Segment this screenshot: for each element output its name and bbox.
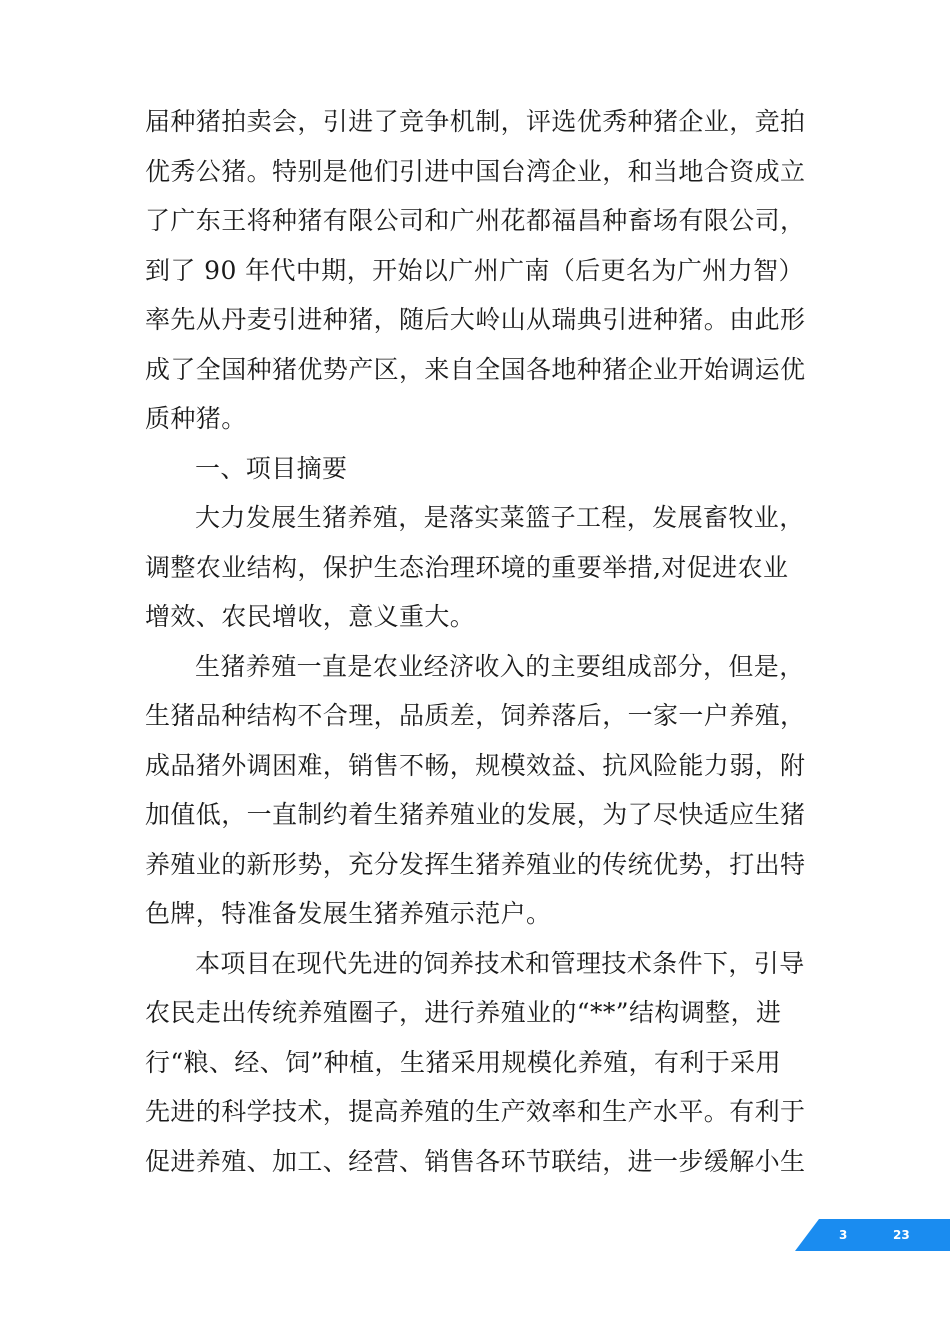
text-line: 加值低，一直制约着生猪养殖业的发展，为了尽快适应生猪 xyxy=(145,800,806,829)
text-line: 生猪品种结构不合理，品质差，饲养落后，一家一户养殖， xyxy=(145,701,806,730)
text-line: 成了全国种猪优势产区，来自全国各地种猪企业开始调运优 xyxy=(145,354,806,384)
current-page-number: 3 xyxy=(839,1228,848,1242)
page-bar-shape xyxy=(795,1219,950,1251)
text-line: 农民走出传统养殖圈子，进行养殖业的“**”结构调整，进 xyxy=(145,998,782,1027)
total-pages-number: 23 xyxy=(893,1228,910,1242)
text-line: 调整农业结构，保护生态治理环境的重要举措,对促进农业 xyxy=(145,552,789,582)
page-number-bar xyxy=(795,1219,950,1251)
text-line: 促进养殖、加工、经营、销售各环节联结，进一步缓解小生 xyxy=(145,1146,806,1176)
paragraph-first-line: 本项目在现代先进的饲养技术和管理技术条件下，引导 xyxy=(195,948,805,978)
text-line: 了广东王将种猪有限公司和广州花都福昌种畜场有限公司， xyxy=(145,206,806,235)
text-line: 行“粮、经、饲”种植，生猪采用规模化养殖，有利于采用 xyxy=(145,1047,781,1077)
document-body xyxy=(145,97,810,1186)
text-line: 色牌，特准备发展生猪养殖示范户。 xyxy=(145,899,552,928)
text-line: 率先从丹麦引进种猪，随后大岭山从瑞典引进种猪。由此形 xyxy=(145,305,806,334)
text-line: 优秀公猪。特别是他们引进中国台湾企业，和当地合资成立 xyxy=(145,156,806,186)
paragraph-first-line: 大力发展生猪养殖，是落实菜篮子工程，发展畜牧业， xyxy=(195,503,805,532)
text-line: 到了 90 年代中期，开始以广州广南（后更名为广州力智） xyxy=(145,255,804,285)
text-line: 质种猪。 xyxy=(145,404,247,433)
text-line: 先进的科学技术，提高养殖的生产效率和生产水平。有利于 xyxy=(145,1097,806,1126)
text-line: 成品猪外调困难，销售不畅，规模效益、抗风险能力弱，附 xyxy=(145,750,806,780)
paragraph-first-line: 生猪养殖一直是农业经济收入的主要组成部分，但是， xyxy=(195,651,805,681)
text-line: 届种猪拍卖会，引进了竞争机制，评选优秀种猪企业，竞拍 xyxy=(145,107,806,136)
text-line: 养殖业的新形势，充分发挥生猪养殖业的传统优势，打出特 xyxy=(145,849,806,879)
section-heading: 一、项目摘要 xyxy=(195,453,348,483)
text-line: 增效、农民增收，意义重大。 xyxy=(145,602,476,631)
